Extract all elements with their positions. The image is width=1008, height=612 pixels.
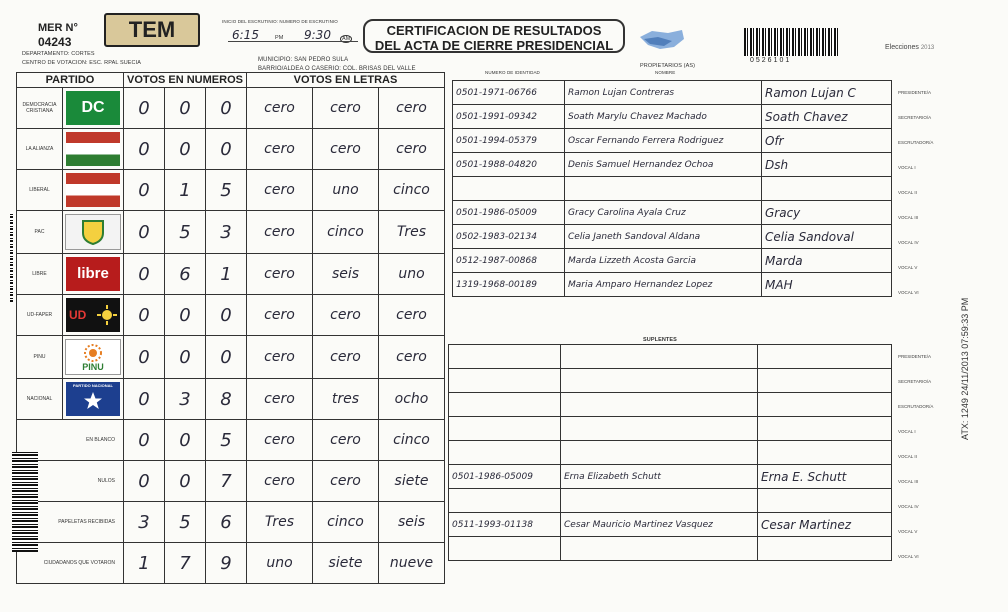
vote-row <box>17 170 445 211</box>
col-votos-numeros: VOTOS EN NUMEROS <box>124 73 247 88</box>
member-row <box>449 513 892 537</box>
vote-word: cero <box>247 211 313 254</box>
member-role: PRESIDENTE/A <box>898 90 932 95</box>
vote-word: cinco <box>313 502 379 543</box>
vote-word: cero <box>247 420 313 461</box>
member-role: VOCAL IV <box>898 240 919 245</box>
vote-number: 0 <box>124 295 165 336</box>
member-signature: Cesar Martinez <box>758 513 892 537</box>
member-row <box>453 81 892 105</box>
vote-word: tres <box>313 379 379 420</box>
member-id <box>449 393 561 417</box>
member-signature: Soath Chavez <box>762 105 892 129</box>
party-logo <box>63 254 124 295</box>
member-row <box>453 105 892 129</box>
vote-row <box>17 295 445 336</box>
member-role: VOCAL VI <box>898 290 919 295</box>
party-logo-icon <box>66 298 120 332</box>
member-role: ESCRUTADOR/A <box>898 404 934 409</box>
title-line-1: CERTIFICACION DE RESULTADOS <box>386 23 602 38</box>
vote-word: cinco <box>379 420 445 461</box>
member-name <box>561 417 758 441</box>
row-name: PAPELETAS RECIBIDAS <box>17 502 124 543</box>
vote-word: cero <box>379 129 445 170</box>
row-name: CIUDADANOS QUE VOTARON <box>17 543 124 584</box>
vote-word: siete <box>379 461 445 502</box>
party-logo-text: UD <box>69 308 87 322</box>
top-barcode <box>744 28 838 56</box>
member-signature: Marda <box>762 249 892 273</box>
member-row <box>453 201 892 225</box>
vote-word: cero <box>247 295 313 336</box>
vote-number: 0 <box>124 129 165 170</box>
member-id: 1319-1968-00189 <box>453 273 565 297</box>
member-signature: Ofr <box>762 129 892 153</box>
suplentes-title: SUPLENTES <box>643 337 677 343</box>
member-id <box>449 369 561 393</box>
tem-badge: TEM <box>104 13 200 47</box>
vote-word: seis <box>313 254 379 295</box>
member-id <box>449 537 561 561</box>
member-name <box>561 537 758 561</box>
member-role: VOCAL III <box>898 479 919 484</box>
vote-row <box>17 88 445 129</box>
vote-number: 5 <box>165 502 206 543</box>
party-logo-text: DC <box>81 99 105 116</box>
member-id <box>449 417 561 441</box>
party-logo <box>63 88 124 129</box>
vote-word: cero <box>247 336 313 379</box>
party-logo-icon <box>65 214 121 250</box>
centro-votacion: CENTRO DE VOTACION: ESC. RPAL SUECIA <box>22 60 142 66</box>
party-logo-text: PINU <box>82 362 104 372</box>
vote-number: 7 <box>165 543 206 584</box>
side-barcode <box>12 452 38 552</box>
member-signature: MAH <box>762 273 892 297</box>
vote-row <box>17 543 445 584</box>
member-row <box>453 249 892 273</box>
vote-number: 0 <box>124 254 165 295</box>
vote-word: cero <box>313 88 379 129</box>
party-logo-icon <box>65 339 121 375</box>
mer-label: MER N° <box>38 22 78 34</box>
member-signature <box>758 537 892 561</box>
member-role: VOCAL V <box>898 529 918 534</box>
vote-word: nueve <box>379 543 445 584</box>
vote-row <box>17 211 445 254</box>
vote-number: 0 <box>165 420 206 461</box>
title-line-2: DEL ACTA DE CIERRE PRESIDENCIAL <box>374 38 614 53</box>
member-id <box>449 489 561 513</box>
member-row <box>449 393 892 417</box>
vote-word: siete <box>313 543 379 584</box>
party-logo-icon <box>66 382 120 416</box>
municipio: MUNICIPIO: SAN PEDRO SULA <box>258 57 349 63</box>
vote-word: cero <box>313 461 379 502</box>
vote-word: Tres <box>379 211 445 254</box>
member-name: Cesar Mauricio Martinez Vasquez <box>561 513 758 537</box>
member-row <box>449 369 892 393</box>
vote-number: 0 <box>124 336 165 379</box>
vote-number: 0 <box>206 129 247 170</box>
member-id: 0501-1986-05009 <box>449 465 561 489</box>
member-row <box>449 489 892 513</box>
member-role: SECRETARIO/A <box>898 379 932 384</box>
member-row <box>453 273 892 297</box>
mer-number: 04243 <box>38 35 72 49</box>
elecciones-text: Elecciones <box>885 44 919 51</box>
nombre-label: NOMBRE <box>655 70 676 75</box>
party-name: NACIONAL <box>17 379 63 420</box>
member-row <box>449 465 892 489</box>
vote-number: 1 <box>124 543 165 584</box>
member-name: Marda Lizzeth Acosta Garcia <box>565 249 762 273</box>
vote-row <box>17 129 445 170</box>
vote-row <box>17 420 445 461</box>
member-signature <box>758 345 892 369</box>
vote-number: 0 <box>124 461 165 502</box>
member-name <box>561 441 758 465</box>
member-role: PRESIDENTE/A <box>898 354 932 359</box>
vote-word: cero <box>247 129 313 170</box>
vote-number: 9 <box>206 543 247 584</box>
vote-number: 0 <box>124 379 165 420</box>
vote-number: 5 <box>165 211 206 254</box>
vote-word: cinco <box>313 211 379 254</box>
member-role: VOCAL III <box>898 215 919 220</box>
col-votos-letras: VOTOS EN LETRAS <box>247 73 445 88</box>
end-ampm: AM <box>342 36 351 42</box>
member-role: VOCAL II <box>898 454 917 459</box>
vote-word: cero <box>313 129 379 170</box>
barcode-number: 0526101 <box>750 57 792 64</box>
vote-number: 0 <box>206 295 247 336</box>
elecciones-logo <box>885 44 934 51</box>
vote-word: seis <box>379 502 445 543</box>
vote-number: 6 <box>165 254 206 295</box>
member-name <box>561 393 758 417</box>
member-name: Soath Marylu Chavez Machado <box>565 105 762 129</box>
vote-word: cero <box>313 295 379 336</box>
member-id: 0501-1986-05009 <box>453 201 565 225</box>
member-row <box>453 153 892 177</box>
vote-word: uno <box>379 254 445 295</box>
member-role: VOCAL IV <box>898 504 919 509</box>
party-logo-text: PARTIDO NACIONAL <box>73 383 113 388</box>
vote-word: ocho <box>379 379 445 420</box>
party-logo-icon <box>66 173 120 207</box>
time-underline <box>228 41 358 42</box>
member-name <box>561 489 758 513</box>
suplentes-table <box>448 344 892 561</box>
member-id <box>453 177 565 201</box>
vote-number: 0 <box>165 295 206 336</box>
vote-row <box>17 461 445 502</box>
party-logo-icon <box>66 132 120 166</box>
barrio: BARRIO/ALDEA O CASERIO: COL. BRISAS DEL VALLE <box>258 66 416 72</box>
member-signature <box>758 441 892 465</box>
vote-word: cero <box>247 254 313 295</box>
member-role: VOCAL I <box>898 429 916 434</box>
party-logo <box>63 211 124 254</box>
vote-number: 0 <box>124 170 165 211</box>
member-signature: Gracy <box>762 201 892 225</box>
start-ampm: PM <box>275 35 284 41</box>
member-id: 0501-1994-05379 <box>453 129 565 153</box>
member-role: VOCAL VI <box>898 554 919 559</box>
vote-number: 0 <box>206 88 247 129</box>
tse-map-logo-icon <box>638 27 686 53</box>
vote-number: 5 <box>206 170 247 211</box>
vote-number: 1 <box>206 254 247 295</box>
vote-row <box>17 254 445 295</box>
party-logo-icon <box>66 257 120 291</box>
member-name: Celia Janeth Sandoval Aldana <box>565 225 762 249</box>
member-signature: Ramon Lujan C <box>762 81 892 105</box>
member-row <box>453 129 892 153</box>
vote-number: 0 <box>165 461 206 502</box>
vote-word: Tres <box>247 502 313 543</box>
departamento: DEPARTAMENTO: CORTES <box>22 51 95 57</box>
vote-number: 0 <box>165 88 206 129</box>
party-logo <box>63 170 124 211</box>
vote-word: uno <box>313 170 379 211</box>
vote-number: 0 <box>124 211 165 254</box>
member-name <box>561 369 758 393</box>
vote-word: cero <box>247 461 313 502</box>
member-signature <box>758 369 892 393</box>
party-name: LA ALIANZA <box>17 129 63 170</box>
end-time: 9:30 <box>304 28 331 42</box>
member-name <box>565 177 762 201</box>
row-name: EN BLANCO <box>17 420 124 461</box>
vote-word: cero <box>379 88 445 129</box>
suplentes-roles <box>898 344 933 569</box>
party-logo <box>63 336 124 379</box>
vote-row <box>17 336 445 379</box>
row-name: NULOS <box>17 461 124 502</box>
member-row <box>453 177 892 201</box>
vote-word: cinco <box>379 170 445 211</box>
member-row <box>453 225 892 249</box>
vote-word: cero <box>247 170 313 211</box>
party-logo-text: libre <box>77 265 109 282</box>
vote-number: 3 <box>124 502 165 543</box>
vote-number: 0 <box>124 88 165 129</box>
vote-number: 8 <box>206 379 247 420</box>
vote-row <box>17 379 445 420</box>
vote-row <box>17 502 445 543</box>
member-signature: Celia Sandoval <box>762 225 892 249</box>
party-name: LIBERAL <box>17 170 63 211</box>
vote-word: cero <box>313 420 379 461</box>
member-row <box>449 537 892 561</box>
party-logo-icon <box>66 91 120 125</box>
member-role: SECRETARIO/A <box>898 115 932 120</box>
member-name: Ramon Lujan Contreras <box>565 81 762 105</box>
party-name: PAC <box>17 211 63 254</box>
member-signature <box>758 393 892 417</box>
vote-word: cero <box>247 379 313 420</box>
vote-number: 0 <box>206 336 247 379</box>
start-time: 6:15 <box>232 28 259 42</box>
member-id <box>449 441 561 465</box>
vote-word: uno <box>247 543 313 584</box>
member-name: Denis Samuel Hernandez Ochoa <box>565 153 762 177</box>
party-name: UD-FAPER <box>17 295 63 336</box>
member-name: Maria Amparo Hernandez Lopez <box>565 273 762 297</box>
member-id: 0502-1983-02134 <box>453 225 565 249</box>
party-name: PINU <box>17 336 63 379</box>
member-id: 0512-1987-00868 <box>453 249 565 273</box>
vote-number: 3 <box>206 211 247 254</box>
member-signature <box>758 417 892 441</box>
side-timestamp-text: ATX: 1249 24/11/2013 07:59:33 PM <box>960 297 970 440</box>
member-name: Gracy Carolina Ayala Cruz <box>565 201 762 225</box>
member-id: 0501-1988-04820 <box>453 153 565 177</box>
document-title <box>363 19 625 53</box>
party-name: LIBRE <box>17 254 63 295</box>
member-id: 0501-1971-06766 <box>453 81 565 105</box>
party-name: DEMOCRACIA CRISTIANA <box>17 88 63 129</box>
vote-number: 5 <box>206 420 247 461</box>
side-timestamp <box>960 298 970 440</box>
member-name: Erna Elizabeth Schutt <box>561 465 758 489</box>
party-logo <box>63 129 124 170</box>
party-logo <box>63 295 124 336</box>
member-role: VOCAL II <box>898 190 917 195</box>
inicio-label: INICIO DEL ESCRUTINIO: NUMERO DE ESCRUTINIO <box>222 19 338 24</box>
member-signature: Dsh <box>762 153 892 177</box>
member-role: VOCAL I <box>898 165 916 170</box>
propietarios-roles <box>898 80 933 305</box>
vote-word: cero <box>247 88 313 129</box>
vote-number: 0 <box>165 129 206 170</box>
vote-number: 0 <box>165 336 206 379</box>
member-id: 0501-1991-09342 <box>453 105 565 129</box>
votes-table <box>16 72 445 584</box>
member-role: ESCRUTADOR/A <box>898 140 934 145</box>
vote-number: 7 <box>206 461 247 502</box>
member-signature <box>758 489 892 513</box>
party-logo <box>63 379 124 420</box>
numero-id-label: NUMERO DE IDENTIDAD <box>485 70 540 75</box>
member-name <box>561 345 758 369</box>
vote-number: 0 <box>124 420 165 461</box>
member-signature <box>762 177 892 201</box>
member-name: Oscar Fernando Ferrera Rodriguez <box>565 129 762 153</box>
member-row <box>449 345 892 369</box>
member-row <box>449 441 892 465</box>
elecciones-year: 2013 <box>920 45 935 51</box>
propietarios-label: PROPIETARIOS (AS) <box>640 63 696 69</box>
edge-barcode <box>10 212 13 302</box>
vote-number: 1 <box>165 170 206 211</box>
member-id: 0511-1993-01138 <box>449 513 561 537</box>
propietarios-table <box>452 80 892 297</box>
member-signature: Erna E. Schutt <box>758 465 892 489</box>
vote-word: cero <box>379 295 445 336</box>
vote-number: 3 <box>165 379 206 420</box>
member-row <box>449 417 892 441</box>
col-partido: PARTIDO <box>17 73 124 88</box>
vote-number: 6 <box>206 502 247 543</box>
member-id <box>449 345 561 369</box>
vote-word: cero <box>379 336 445 379</box>
member-role: VOCAL V <box>898 265 918 270</box>
vote-word: cero <box>313 336 379 379</box>
